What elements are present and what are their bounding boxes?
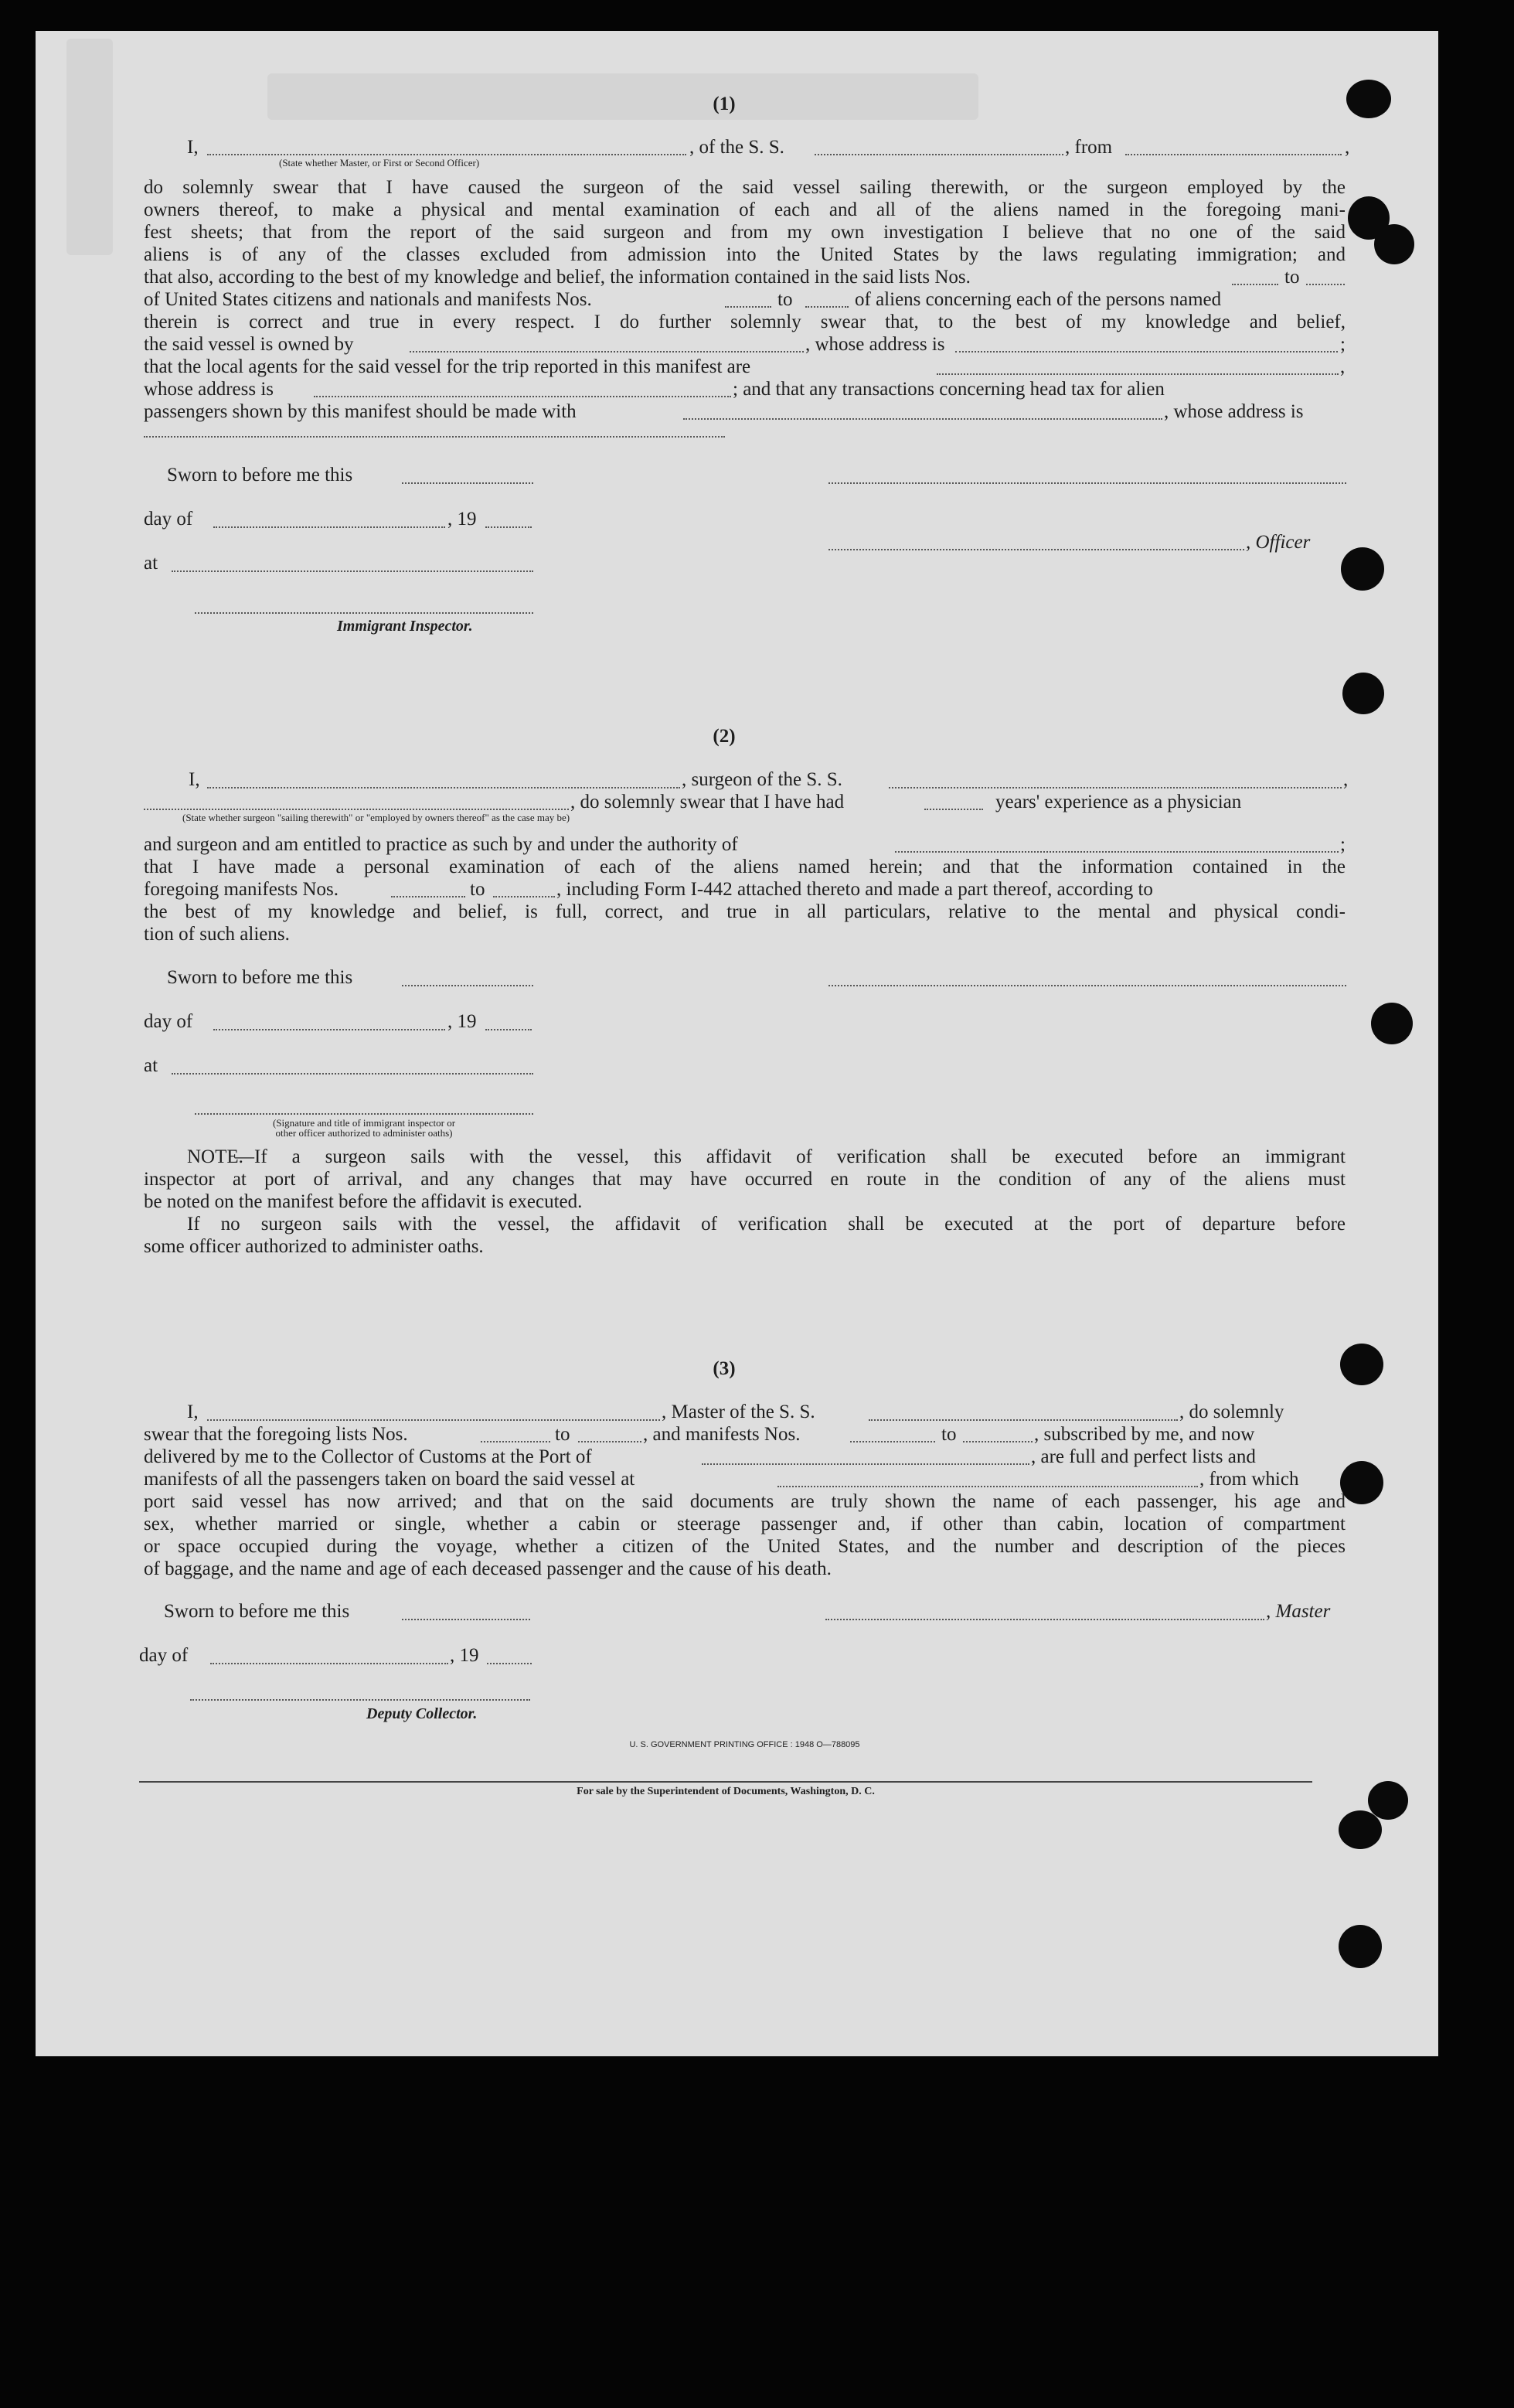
owner-semicolon: ; <box>1340 334 1346 355</box>
master-signature-line[interactable] <box>825 1619 1264 1620</box>
year-blank-3[interactable] <box>487 1663 532 1664</box>
surgeon-line-2: that I have made a personal examination of each of the aliens named herein; and that the information contained in the <box>144 857 1346 877</box>
sworn-date-blank-3[interactable] <box>402 1619 530 1620</box>
owner-address-blank[interactable] <box>955 351 1338 353</box>
master-line-2: sex, whether married or single, whether a cabin or steerage passenger and, if other than cabin, location of compartment <box>144 1514 1346 1534</box>
and-manifests-label: , and manifests Nos. <box>643 1424 801 1445</box>
signature-note-1: (Signature and title of immigrant inspector or <box>272 1117 456 1129</box>
section-3-number: (3) <box>713 1358 736 1379</box>
sworn-date-blank-1[interactable] <box>402 482 533 484</box>
note-line-3: be noted on the manifest before the affidavit is executed. <box>144 1191 583 1212</box>
swear-lists-label: swear that the foregoing lists Nos. <box>144 1424 408 1445</box>
master-manifests-to-blank[interactable] <box>963 1441 1033 1442</box>
surgeon-manifests-to-label: to <box>470 879 485 900</box>
manifests-to-label: to <box>777 289 793 310</box>
punch-hole <box>1340 1461 1383 1504</box>
master-of-label: , Master of the S. S. <box>662 1402 815 1422</box>
officer-label: , Officer <box>1246 532 1311 553</box>
at-label-1: at <box>144 553 158 574</box>
day-of-label-1: day of <box>144 509 193 530</box>
punch-hole <box>1374 224 1414 264</box>
inspector-signature-line[interactable] <box>195 612 533 614</box>
years-experience-blank[interactable] <box>924 809 983 810</box>
lists-to-label: to <box>1284 267 1300 288</box>
do-solemnly-2: , do solemnly swear that I have had <box>570 792 845 812</box>
day-of-blank-3[interactable] <box>210 1663 448 1664</box>
punch-hole <box>1341 547 1384 591</box>
authority-semicolon: ; <box>1340 834 1346 855</box>
punch-hole <box>1368 1781 1408 1820</box>
sworn-label-2: Sworn to before me this <box>167 967 353 988</box>
manifests-from-blank[interactable] <box>725 306 771 308</box>
surgeon-manifests-to-blank[interactable] <box>493 896 555 897</box>
year-blank-2[interactable] <box>485 1029 532 1030</box>
delivered-label: delivered by me to the Collector of Customs at the Port of <box>144 1446 592 1467</box>
note-line-2: inspector at port of arrival, and any changes that may have occurred en route in the condition of any of the aliens must <box>144 1169 1346 1190</box>
owner-blank[interactable] <box>410 351 804 353</box>
for-sale-line: For sale by the Superintendent of Documents, Washington, D. C. <box>577 1786 875 1797</box>
master-manifests-from-blank[interactable] <box>850 1441 935 1442</box>
deputy-collector-signature-line[interactable] <box>190 1699 530 1701</box>
note-line-1: —If a surgeon sails with the vessel, this affidavit of verification shall be executed before an immigrant <box>235 1146 1346 1167</box>
master-line-1: port said vessel has now arrived; and that on the said documents are truly shown the name of each passenger, his age and <box>144 1491 1346 1512</box>
section-1-end-comma: , <box>1345 137 1350 158</box>
surgeon-line-5: tion of such aliens. <box>144 924 290 945</box>
sworn-label-1: Sworn to before me this <box>167 465 353 485</box>
section-2-i: I, <box>189 769 200 790</box>
section-2-comma: , <box>1343 769 1349 790</box>
manifests-all-label: manifests of all the passengers taken on board the said vessel at <box>144 1469 635 1490</box>
at-blank-1[interactable] <box>172 570 533 572</box>
port-from-blank[interactable] <box>1125 154 1342 155</box>
footer-rule <box>139 1781 1312 1783</box>
note-line-5: some officer authorized to administer oaths. <box>144 1236 484 1257</box>
year-label-3: , 19 <box>450 1645 479 1666</box>
at-label-2: at <box>144 1055 158 1076</box>
master-lists-from-blank[interactable] <box>481 1441 550 1442</box>
do-solemnly-3: , do solemnly <box>1179 1402 1284 1422</box>
oath-line-8: the said vessel is owned by <box>144 334 354 355</box>
head-tax-address-label: , whose address is <box>1164 401 1304 422</box>
lists-to-blank[interactable] <box>1306 284 1345 285</box>
oath-line-5: that also, according to the best of my knowledge and belief, the information contained in the said lists Nos. <box>144 267 971 288</box>
master-lists-to-label: to <box>555 1424 570 1445</box>
surgeon-line-4: the best of my knowledge and belief, is full, correct, and true in all particulars, relative to the mental and physical condi- <box>144 901 1346 922</box>
master-name-blank[interactable] <box>207 1419 660 1421</box>
surgeon-line-1: and surgeon and am entitled to practice as such by and under the authority of <box>144 834 738 855</box>
deputy-collector-label: Deputy Collector. <box>366 1705 478 1722</box>
of-the-ss-label: , of the S. S. <box>689 137 784 158</box>
full-perfect-label: , are full and perfect lists and <box>1031 1446 1256 1467</box>
surgeon-signature-line[interactable] <box>828 985 1346 986</box>
officer-oath-signature-line[interactable] <box>195 1113 533 1115</box>
agents-address-blank[interactable] <box>314 396 731 397</box>
punch-hole <box>1346 80 1391 118</box>
authority-blank[interactable] <box>895 851 1339 853</box>
day-of-blank-2[interactable] <box>213 1029 445 1030</box>
manifest-affidavit-page <box>36 31 1438 2056</box>
officer-signature-line-top[interactable] <box>828 482 1346 484</box>
punch-hole <box>1339 1810 1382 1849</box>
oath-line-1: do solemnly swear that I have caused the surgeon of the said vessel sailing therewith, or the surgeon employed by the <box>144 177 1346 198</box>
oath-line-9: that the local agents for the said vessel for the trip reported in this manifest are <box>144 356 751 377</box>
from-label: , from <box>1065 137 1113 158</box>
sworn-label-3: Sworn to before me this <box>164 1601 350 1622</box>
port-of-blank[interactable] <box>702 1463 1029 1465</box>
years-experience-label: years' experience as a physician <box>995 792 1242 812</box>
state-note: (State whether Master, or First or Second Officer) <box>279 157 480 169</box>
head-tax-agent-blank[interactable] <box>683 418 1162 420</box>
oath-line-11: passengers shown by this manifest should be made with <box>144 401 577 422</box>
local-agents-blank[interactable] <box>937 373 1339 375</box>
surgeon-vessel-blank[interactable] <box>889 787 1342 788</box>
punch-hole <box>1371 1003 1413 1044</box>
oath-line-2: owners thereof, to make a physical and mental examination of each and all of the aliens named in the foregoing mani- <box>144 199 1346 220</box>
agents-comma: , <box>1340 356 1346 377</box>
year-blank-1[interactable] <box>485 526 532 528</box>
printing-office-line: U. S. GOVERNMENT PRINTING OFFICE : 1948 O—788095 <box>629 1740 860 1749</box>
boarding-port-blank[interactable] <box>777 1486 1198 1487</box>
bleed-through-mark <box>66 39 113 255</box>
master-line-4: of baggage, and the name and age of each deceased passenger and the cause of his death. <box>144 1558 832 1579</box>
immigrant-inspector-label: Immigrant Inspector. <box>337 618 473 635</box>
note-line-4: If no surgeon sails with the vessel, the affidavit of verification shall be executed at the port of departure before <box>187 1214 1346 1235</box>
owner-address-label: , whose address is <box>805 334 945 355</box>
year-label-1: , 19 <box>447 509 477 530</box>
section-3-i: I, <box>187 1402 199 1422</box>
surgeon-line-3: foregoing manifests Nos. <box>144 879 339 900</box>
manifests-to-blank[interactable] <box>805 306 849 308</box>
surgeon-status-blank[interactable] <box>144 809 569 810</box>
oath-line-4: aliens is of any of the classes excluded from admission into the United States by the laws regulating immigration; and <box>144 244 1346 265</box>
master-lists-to-blank[interactable] <box>578 1441 641 1442</box>
subscribed-label: , subscribed by me, and now <box>1034 1424 1255 1445</box>
section-1-i: I, <box>187 137 199 158</box>
head-tax-text: ; and that any transactions concerning head tax for alien <box>733 379 1165 400</box>
master-vessel-blank[interactable] <box>869 1419 1178 1421</box>
signature-note-2: other officer authorized to administer oaths) <box>275 1127 453 1139</box>
punch-hole <box>1339 1925 1382 1968</box>
head-tax-address-blank[interactable] <box>144 436 725 438</box>
vessel-name-blank[interactable] <box>815 154 1063 155</box>
day-of-label-3: day of <box>139 1645 189 1666</box>
section-1-number: (1) <box>713 94 736 114</box>
oath-line-7: therein is correct and true in every respect. I do further solemnly swear that, to the best of my knowledge and belief, <box>144 312 1346 332</box>
sworn-date-blank-2[interactable] <box>402 985 533 986</box>
including-form-text: , including Form I-442 attached thereto and made a part thereof, according to <box>556 879 1153 900</box>
officer-signature-line[interactable] <box>828 549 1244 550</box>
aliens-concerning-text: of aliens concerning each of the persons named <box>855 289 1222 310</box>
surgeon-of-label: , surgeon of the S. S. <box>682 769 842 790</box>
punch-hole <box>1340 1344 1383 1385</box>
from-which-label: , from which <box>1199 1469 1299 1490</box>
year-label-2: , 19 <box>447 1011 477 1032</box>
master-manifests-to-label: to <box>941 1424 957 1445</box>
surgeon-manifests-from-blank[interactable] <box>391 896 465 897</box>
day-of-label-2: day of <box>144 1011 193 1032</box>
lists-from-blank[interactable] <box>1232 284 1278 285</box>
day-of-blank-1[interactable] <box>213 526 445 528</box>
surgeon-name-blank[interactable] <box>207 787 680 788</box>
officer-rank-blank[interactable] <box>207 154 686 155</box>
surgeon-state-note: (State whether surgeon "sailing therewith" or "employed by owners thereof" as the case may be) <box>182 812 570 823</box>
section-2-number: (2) <box>713 726 736 747</box>
oath-line-6: of United States citizens and nationals and manifests Nos. <box>144 289 592 310</box>
note-label: NOTE. <box>187 1146 243 1167</box>
oath-line-3: fest sheets; that from the report of the said surgeon and from my own investigation I believe that no one of the said <box>144 222 1346 243</box>
punch-hole <box>1342 673 1384 714</box>
master-label: , Master <box>1266 1601 1331 1622</box>
oath-line-10: whose address is <box>144 379 274 400</box>
at-blank-2[interactable] <box>172 1073 533 1075</box>
master-line-3: or space occupied during the voyage, whether a citizen of the United States, and the number and description of the pieces <box>144 1536 1346 1557</box>
